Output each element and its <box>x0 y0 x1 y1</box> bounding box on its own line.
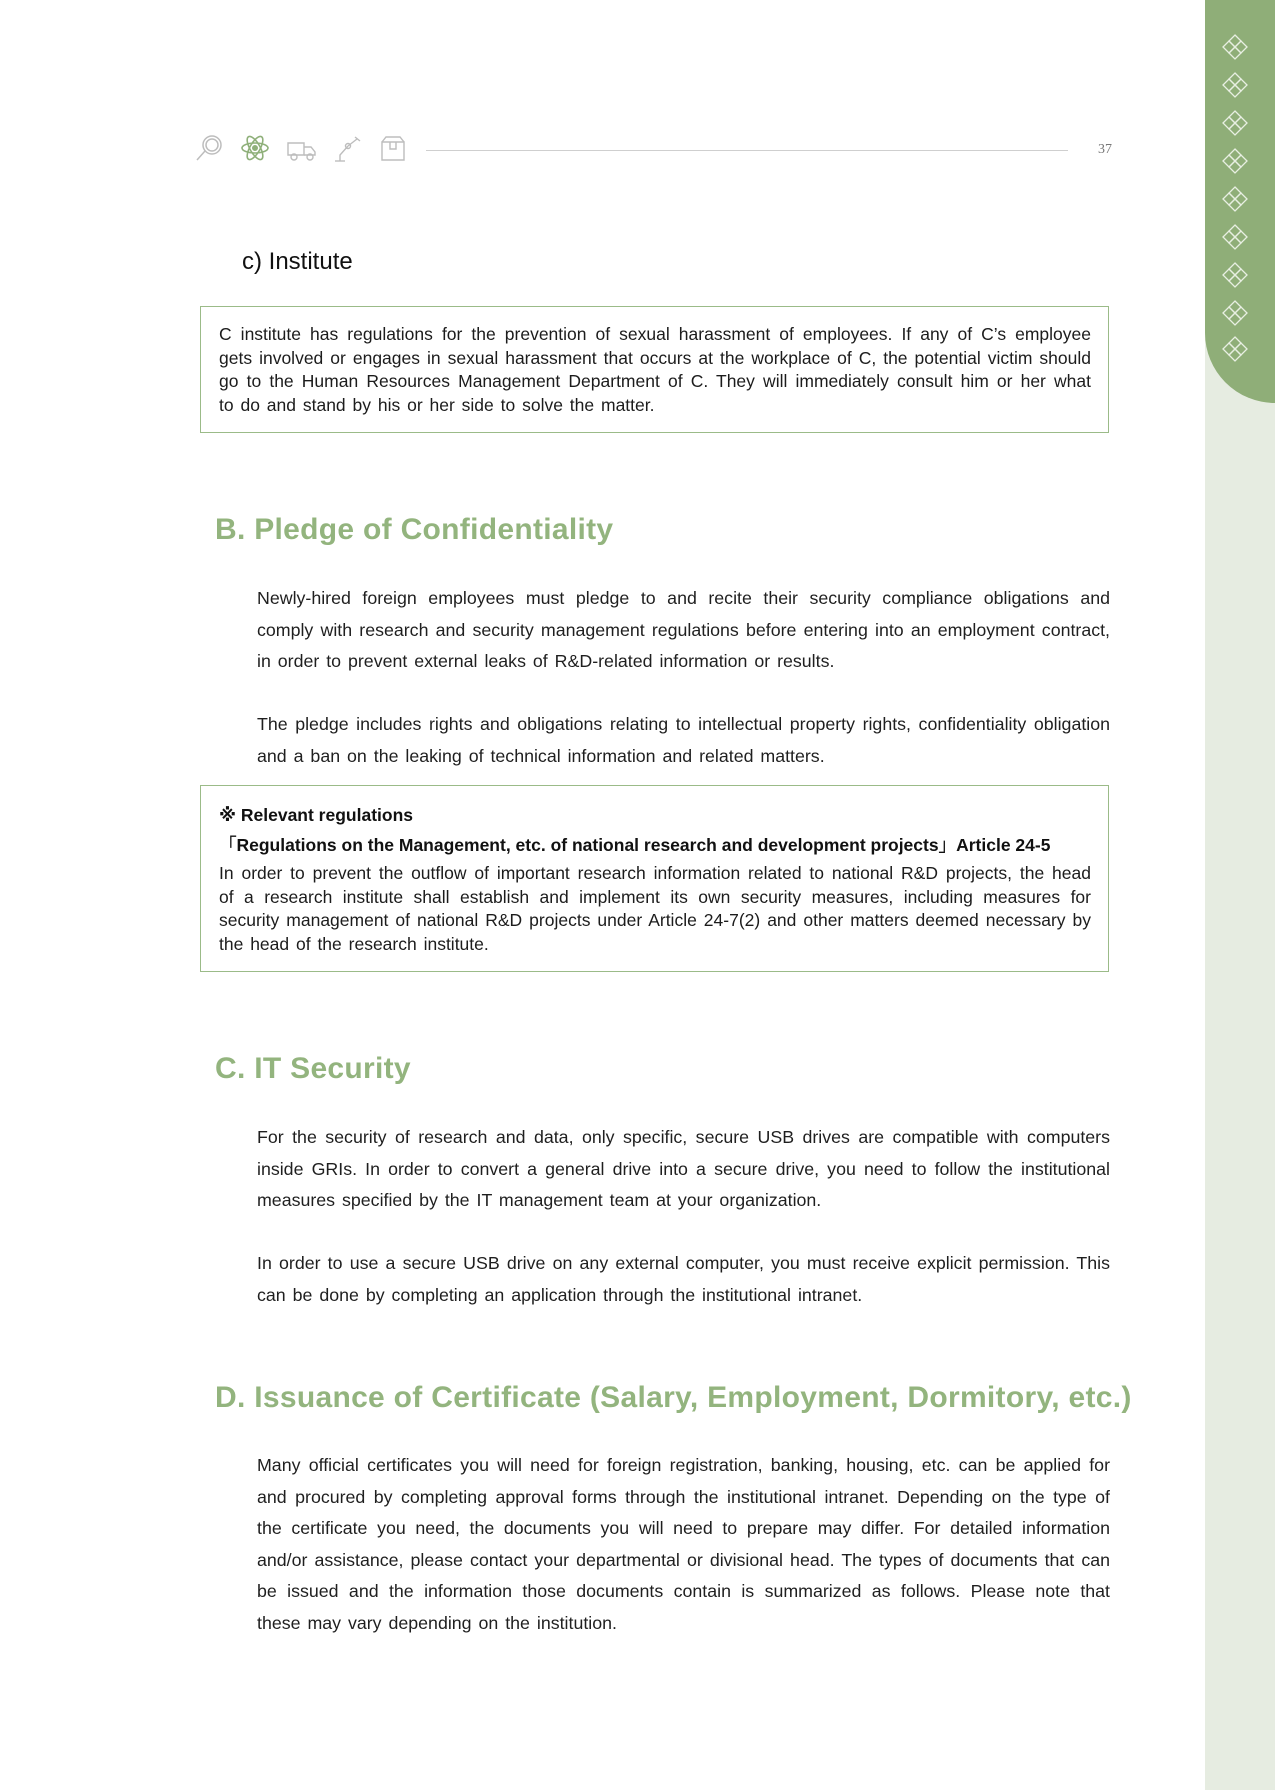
pledge-paragraph-1: Newly-hired foreign employees must pledge to and recite their security compliance obligations and comply with research and security management regulations before entering into an employment contract, in order to prevent external leaks of R&D-related information or results. <box>257 588 1110 671</box>
section-heading-it-security: C. IT Security <box>215 1052 411 1085</box>
ornament-icon <box>1222 224 1248 250</box>
section-heading-pledge: B. Pledge of Confidentiality <box>215 513 614 546</box>
header-icon-strip <box>193 133 409 163</box>
box-icon <box>377 133 409 163</box>
relevant-regulations-box <box>200 785 1109 972</box>
it-security-paragraph-2: In order to use a secure USB drive on any external computer, you must receive explicit permission. This can be done by completing an application through the institutional intranet. <box>257 1253 1110 1305</box>
regulation-text: In order to prevent the outflow of important research information related to national R&D projects, the head of a research institute shall establish and implement its own security measures, including measures for security management of national R&D projects under Article 24-7(2) and other matters deemed necessary by the head of the research institute. <box>219 863 1091 954</box>
ornament-icon <box>1222 72 1248 98</box>
ornament-icon <box>1222 262 1248 288</box>
magnifier-icon <box>193 133 225 163</box>
pledge-paragraph-2: The pledge includes rights and obligations relating to intellectual property rights, confidentiality obligation and a ban on the leaking of technical information and related matters. <box>257 714 1110 766</box>
ornament-icon <box>1222 300 1248 326</box>
robot-arm-icon <box>331 133 363 163</box>
ornament-icon <box>1222 34 1248 60</box>
page-number: 37 <box>1098 142 1112 157</box>
header-rule <box>426 150 1068 151</box>
subsection-heading-institute: c) Institute <box>242 248 353 275</box>
certificate-paragraph-1: Many official certificates you will need for foreign registration, banking, housing, etc. can be applied for and procured by completing approval forms through the institutional intranet. Depending on the type of the certificate you need, the documents you will need to prepare may differ. For detailed information and/or assistance, please contact your departmental or divisional head. The types of documents that can be issued and the information those documents contain is summarized as follows. Please note that these may vary depending on the institution. <box>257 1455 1110 1633</box>
regulations-title: ※ Relevant regulations <box>219 805 414 825</box>
ornament-icon <box>1222 336 1248 362</box>
truck-icon <box>285 133 317 163</box>
atom-icon <box>239 133 271 163</box>
ornament-icon <box>1222 186 1248 212</box>
ornament-icon <box>1222 110 1248 136</box>
institute-info-box <box>200 306 1109 433</box>
ornament-icon <box>1222 148 1248 174</box>
it-security-paragraph-1: For the security of research and data, only specific, secure USB drives are compatible with computers inside GRIs. In order to convert a general drive into a secure drive, you need to follow the institutional measures specified by the IT management team at your organization. <box>257 1127 1110 1210</box>
institute-box-text: C institute has regulations for the prevention of sexual harassment of employees. If any of C’s employee gets involved or engages in sexual harassment that occurs at the workplace of C, the potential victim should go to the Human Resources Management Department of C. They will immediately consult him or her what to do and stand by his or her side to solve the matter. <box>219 324 1091 415</box>
side-ornament-tab <box>1205 0 1275 403</box>
regulation-law-citation: 「Regulations on the Management, etc. of national research and development projects」Article 24-5 <box>219 835 1051 855</box>
section-heading-certificate: D. Issuance of Certificate (Salary, Employment, Dormitory, etc.) <box>215 1381 1132 1414</box>
